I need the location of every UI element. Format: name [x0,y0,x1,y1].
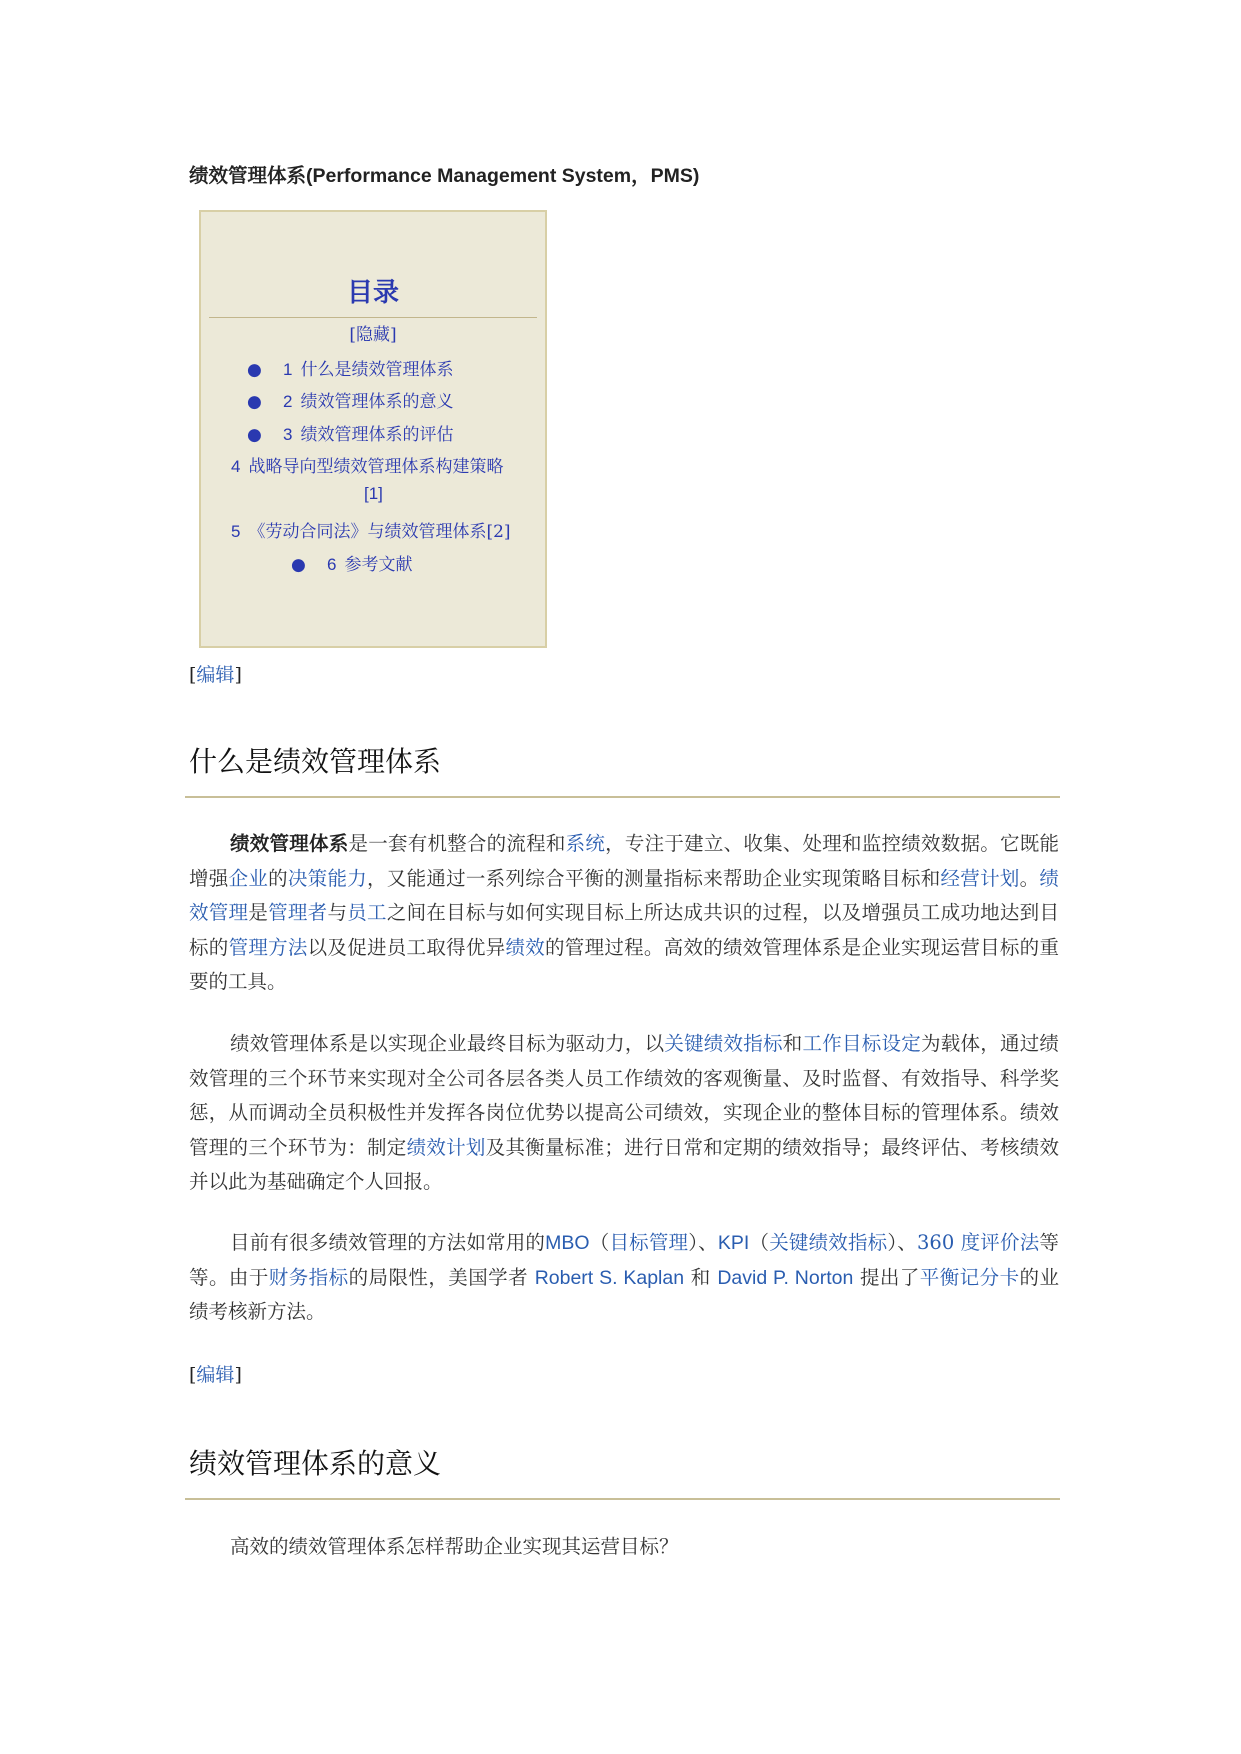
text: 及其衡量标准；进行日常和定期的绩效指导；最终评估、考核绩效并以此为基础确定个人回报。 [189,1135,1059,1193]
toc-item-number: 6 [327,555,337,574]
link-management-by-objectives[interactable]: 目标管理 [609,1231,689,1254]
link-management-method[interactable]: 管理方法 [228,935,308,959]
toc-item-label: 参考文献 [344,555,413,575]
toc-item[interactable] [247,387,453,412]
text: 的业绩考核新方法。 [189,1265,1059,1323]
link-david-norton[interactable]: David P. Norton [717,1266,854,1289]
text: 的 [268,866,288,890]
toc-item[interactable] [291,550,412,575]
section-heading-what-is-pms: 什么是绩效管理体系 [189,745,442,778]
link-kpi-abbr[interactable]: KPI [717,1232,750,1254]
text: 。 [1019,866,1040,890]
toc-hide-link[interactable]: [隐藏] [349,325,397,345]
text: 以及促进员工取得优异 [307,935,506,959]
text: ，专注于建立、收集、处理和监控绩效数据。它既能增强 [189,832,1059,890]
toc-item-label: 绩效管理体系的评估 [300,425,454,445]
link-system[interactable]: 系统 [565,832,606,855]
toc-item-suffix: [1] [364,484,383,503]
text: ）、 [887,1231,917,1254]
text: 等等。由于 [189,1231,1059,1289]
edit-link[interactable]: 编辑 [196,1364,235,1386]
link-decision-ability[interactable]: 决策能力 [287,866,368,890]
bullet-icon: ● [291,555,306,575]
toc-item[interactable] [247,355,453,380]
heading-divider [185,1498,1060,1500]
toc-item-number: 1 [283,360,293,379]
text: 与 [327,901,348,924]
bracket-open: [ [189,664,197,686]
toc-item-label: 绩效管理体系的意义 [300,392,454,412]
text: 提出了 [853,1265,920,1289]
bullet-icon: ● [247,392,262,412]
section-heading-significance: 绩效管理体系的意义 [189,1447,442,1480]
link-manager[interactable]: 管理者 [268,901,328,924]
bracket-close: ] [234,664,242,686]
toc-item[interactable] [247,420,453,445]
text: 和 [684,1265,718,1289]
toc-item[interactable] [231,517,511,542]
toc-item-citation[interactable] [364,484,383,504]
text: 的管理过程。高效的绩效管理体系是企业实现运营目标的重要的工具。 [189,935,1059,993]
toc-item-number: 4 [231,457,241,476]
paragraph [189,1530,1059,1565]
table-of-contents [199,210,547,648]
text: （ [749,1231,770,1254]
toc-item-number: 5 [231,522,241,541]
bracket-close: ] [234,1364,242,1386]
link-robert-kaplan[interactable]: Robert S. Kaplan [534,1266,685,1289]
edit-link[interactable]: 编辑 [196,664,235,686]
link-performance[interactable]: 绩效 [505,935,546,959]
text: ）、 [688,1231,718,1254]
paragraph [189,1027,1059,1200]
toc-title: 目录 [209,272,537,318]
text: 和 [782,1032,803,1055]
text: 是一套有机整合的流程和 [348,832,566,855]
text: 绩效管理体系是以实现企业最终目标为驱动力，以 [230,1032,665,1055]
text: 是 [248,901,269,924]
toc-item-number: 2 [283,392,293,411]
edit-link-container [189,660,242,687]
text: 之间在目标与如何实现目标上所达成共识的过程，以及增强员工成功地达到目标的 [189,901,1059,959]
link-performance-plan[interactable]: 绩效计划 [406,1135,486,1159]
link-kpi[interactable]: 关键绩效指标 [664,1032,783,1055]
paragraph [189,1226,1059,1330]
text: ，又能通过一系列综合平衡的测量指标来帮助企业实现策略目标和 [367,866,941,890]
page-title: 绩效管理体系(Performance Management System，PMS) [189,165,700,187]
text: 目前有很多绩效管理的方法如常用的 [230,1231,546,1254]
bullet-icon: ● [247,425,262,445]
bracket-open: [ [189,1364,197,1386]
link-financial-indicators[interactable]: 财务指标 [268,1265,349,1289]
link-enterprise[interactable]: 企业 [228,866,269,890]
link-360-evaluation[interactable]: 360 度评价法 [917,1231,1040,1254]
heading-divider [185,796,1060,798]
link-performance-management[interactable]: 绩效管理 [189,866,1059,924]
text: （ [589,1231,610,1254]
link-work-goal-setting[interactable]: 工作目标设定 [802,1032,921,1055]
link-employee[interactable]: 员工 [347,901,387,924]
edit-link-container [189,1360,242,1387]
paragraph [189,827,1059,1000]
link-business-plan[interactable]: 经营计划 [940,866,1020,890]
toc-item-label: 战略导向型绩效管理体系构建策略 [248,457,504,477]
link-balanced-scorecard[interactable]: 平衡记分卡 [919,1265,1020,1289]
bullet-icon: ● [247,360,262,380]
toc-item[interactable] [231,452,503,477]
link-key-performance-indicators[interactable]: 关键绩效指标 [769,1231,888,1254]
text: 的局限性，美国学者 [348,1265,535,1289]
toc-item-label: 什么是绩效管理体系 [300,360,454,380]
text: 高效的绩效管理体系怎样帮助企业实现其运营目标？ [230,1535,679,1558]
bold-term: 绩效管理体系 [230,832,349,855]
toc-item-number: 3 [283,425,293,444]
toc-item-label: 《劳动合同法》与绩效管理体系[2] [248,522,511,542]
text: 为载体，通过绩效管理的三个环节来实现对全公司各层各类人员工作绩效的客观衡量、及时监督、有效指导、科学奖惩，从而调动全员积极性并发挥各岗位优势以提高公司绩效，实现企业的整体目标的管理体系。绩效管理的三个环节为：制定 [189,1032,1059,1159]
link-mbo[interactable]: MBO [545,1232,590,1254]
